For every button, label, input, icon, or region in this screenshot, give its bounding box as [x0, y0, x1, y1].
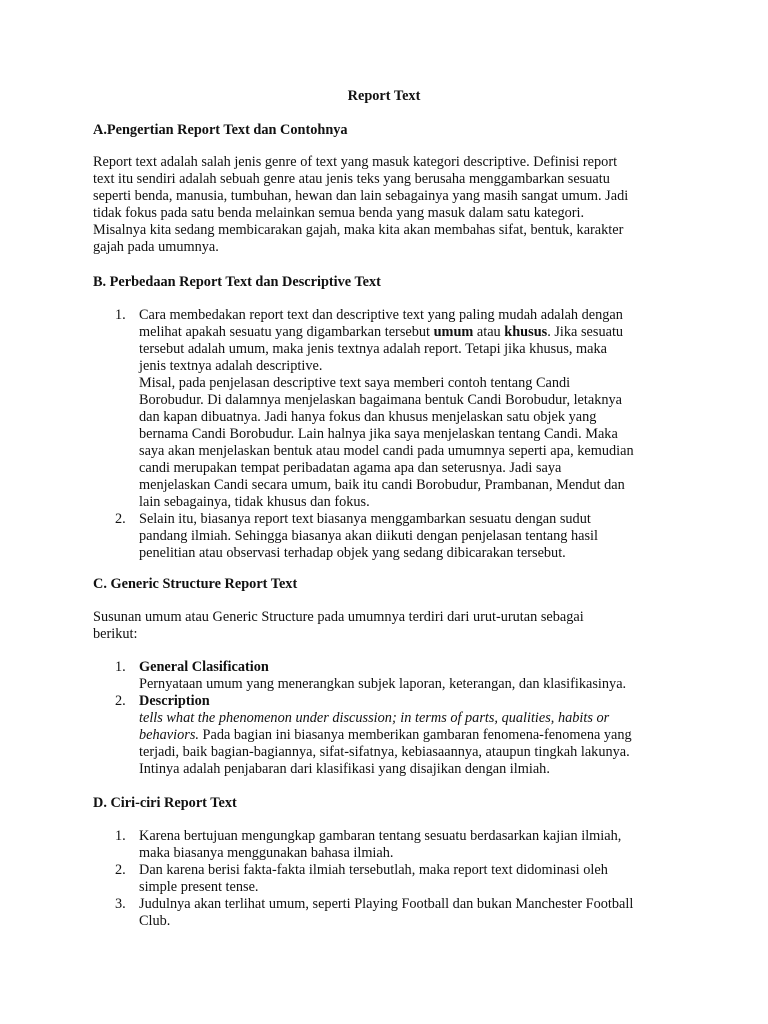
list-item	[93, 511, 693, 562]
bold-term-umum: umum	[433, 324, 474, 340]
list-number: 3.	[115, 896, 126, 912]
list-line: lain sebagainya, tidak khusus dan fokus.	[139, 494, 370, 510]
list-number: 2.	[115, 511, 126, 527]
section-d-list	[93, 828, 693, 930]
list-item	[93, 659, 693, 693]
list-term: General Clasification	[139, 659, 269, 675]
text-run: atau	[473, 324, 505, 340]
document-title: Report Text	[347, 88, 421, 104]
paragraph-line: Susunan umum atau Generic Structure pada umumnya terdiri dari urut-urutan sebagai	[93, 609, 584, 625]
list-line	[139, 727, 693, 744]
list-item	[93, 896, 693, 930]
section-a-heading: A.Pengertian Report Text dan Contohnya	[93, 122, 348, 138]
list-line: simple present tense.	[139, 879, 259, 895]
section-c-heading: C. Generic Structure Report Text	[93, 576, 298, 592]
list-line: terjadi, baik bagian-bagiannya, sifat-sifatnya, kebiasaannya, ataupun tingkah lakunya.	[139, 744, 630, 760]
section-c-intro	[93, 609, 683, 643]
list-line: Judulnya akan terlihat umum, seperti Playing Football dan bukan Manchester Football	[139, 896, 634, 912]
list-line: dan kapan dibuatnya. Jadi hanya fokus dan khusus menjelaskan satu objek yang	[139, 409, 597, 425]
paragraph-line: seperti benda, manusia, tumbuhan, hewan dan lain sebagainya yang masih sangat umum. Jadi	[93, 188, 629, 204]
list-line	[139, 324, 693, 341]
paragraph-line: berikut:	[93, 626, 138, 642]
list-term: Description	[139, 693, 210, 709]
list-line: Dan karena berisi fakta-fakta ilmiah tersebutlah, maka report text didominasi oleh	[139, 862, 608, 878]
list-number: 1.	[115, 828, 126, 844]
list-line: penelitian atau observasi terhadap objek yang sedang dibicarakan tersebut.	[139, 545, 566, 561]
list-line: Borobudur. Di dalamnya menjelaskan bagaimana bentuk Candi Borobudur, letaknya	[139, 392, 623, 408]
list-line: maka biasanya menggunakan bahasa ilmiah.	[139, 845, 394, 861]
list-line: bernama Candi Borobudur. Lain halnya jika saya menjelaskan tentang Candi. Maka	[139, 426, 618, 442]
paragraph-line: Misalnya kita sedang membicarakan gajah, maka kita akan membahas sifat, bentuk, karakter	[93, 222, 624, 238]
list-number: 2.	[115, 862, 126, 878]
list-line: Selain itu, biasanya report text biasanya menggambarkan sesuatu dengan sudut	[139, 511, 591, 527]
list-line: Club.	[139, 913, 171, 929]
list-item	[93, 693, 693, 778]
list-number: 1.	[115, 307, 126, 323]
list-item	[93, 307, 693, 511]
list-line: Karena bertujuan mengungkap gambaran tentang sesuatu berdasarkan kajian ilmiah,	[139, 828, 622, 844]
section-b-list	[93, 307, 693, 562]
list-line: menjelaskan Candi secara umum, baik itu candi Borobudur, Prambanan, Mendut dan	[139, 477, 625, 493]
list-item	[93, 862, 693, 896]
list-line: jenis textnya adalah descriptive.	[139, 358, 323, 374]
paragraph-line: gajah pada umumnya.	[93, 239, 219, 255]
list-line: pandang ilmiah. Sehingga biasanya akan diikuti dengan penjelasan tentang hasil	[139, 528, 598, 544]
list-number: 1.	[115, 659, 126, 675]
text-run: melihat apakah sesuatu yang digambarkan tersebut	[139, 324, 434, 340]
list-line-italic: tells what the phenomenon under discussion; in terms of parts, qualities, habits or	[139, 710, 610, 726]
section-a-paragraph	[93, 154, 683, 256]
list-line: Misal, pada penjelasan descriptive text saya memberi contoh tentang Candi	[139, 375, 571, 391]
text-run: . Jika sesuatu	[547, 324, 624, 340]
list-line: saya akan menjelaskan bentuk atau model candi pada umumnya seperti apa, kemudian	[139, 443, 634, 459]
section-c-list	[93, 659, 693, 778]
list-line: Intinya adalah penjabaran dari klasifikasi yang disajikan dengan ilmiah.	[139, 761, 550, 777]
italic-run: behaviors.	[139, 727, 199, 743]
section-d-heading: D. Ciri-ciri Report Text	[93, 795, 237, 811]
text-run: Pada bagian ini biasanya memberikan gambaran fenomena-fenomena yang	[198, 727, 632, 743]
list-line: Pernyataan umum yang menerangkan subjek laporan, keterangan, dan klasifikasinya.	[139, 676, 627, 692]
list-number: 2.	[115, 693, 126, 709]
list-line: tersebut adalah umum, maka jenis textnya adalah report. Tetapi jika khusus, maka	[139, 341, 608, 357]
list-line: Cara membedakan report text dan descriptive text yang paling mudah adalah dengan	[139, 307, 623, 323]
paragraph-line: tidak fokus pada satu benda melainkan semua benda yang masuk dalam satu kategori.	[93, 205, 585, 221]
list-line: candi merupakan tempat peribadatan agama apa dan seterusnya. Jadi saya	[139, 460, 562, 476]
bold-term-khusus: khusus	[504, 324, 548, 340]
paragraph-line: text itu sendiri adalah sebuah genre atau jenis teks yang berusaha menggambarkan sesuatu	[93, 171, 610, 187]
section-b-heading: B. Perbedaan Report Text dan Descriptive Text	[93, 274, 381, 290]
list-item	[93, 828, 693, 862]
paragraph-line: Report text adalah salah jenis genre of text yang masuk kategori descriptive. Definisi report	[93, 154, 618, 170]
